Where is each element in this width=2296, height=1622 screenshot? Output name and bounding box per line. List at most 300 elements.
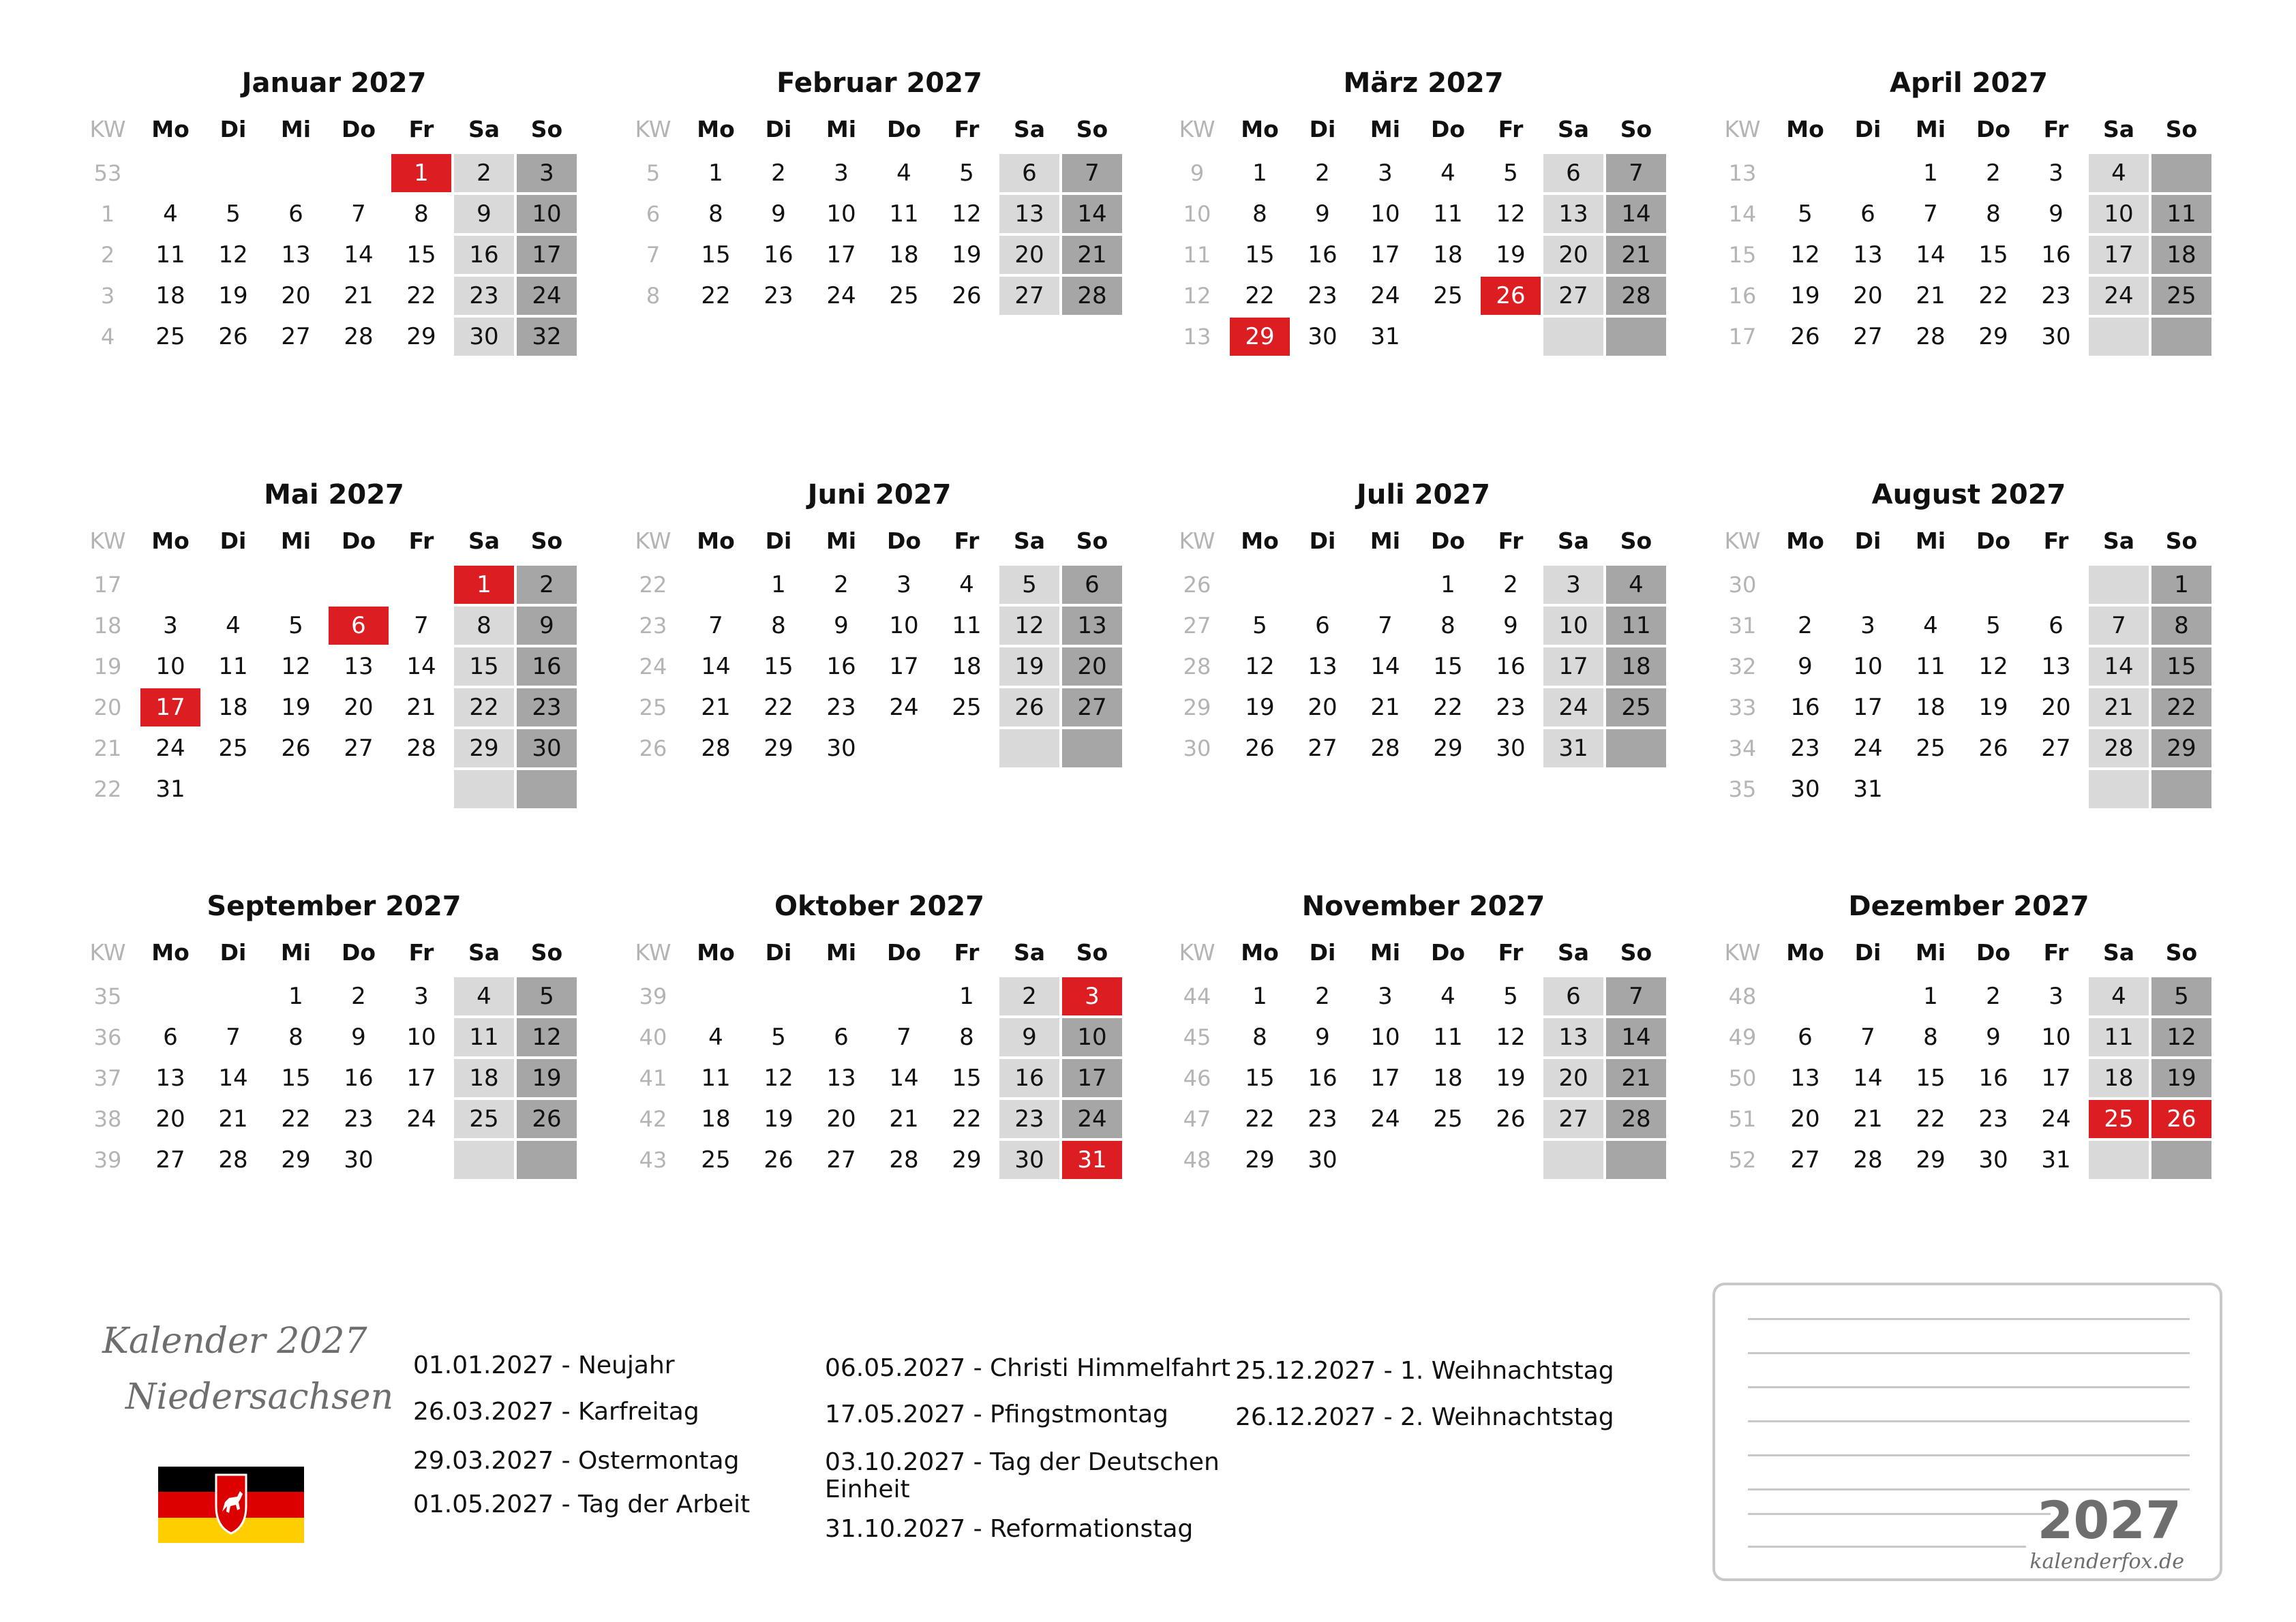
day-cell (391, 566, 451, 604)
day-cell (1606, 318, 1666, 356)
weekday-header: Sa (1013, 115, 1046, 142)
month-grid (1710, 104, 2214, 358)
day-cell: 6 (2049, 612, 2064, 639)
month-title: August 2027 (1871, 479, 2066, 510)
day-cell: 25 (155, 323, 185, 350)
weekday-header: KW (1724, 115, 1761, 142)
weekday-header: Do (886, 938, 922, 966)
week-number: 5 (646, 160, 661, 186)
weekday-header: KW (89, 115, 126, 142)
week-number: 19 (93, 654, 122, 679)
weekday-header: So (2165, 527, 2198, 554)
day-cell: 14 (1606, 195, 1666, 233)
month-9 (75, 886, 593, 1182)
week-number: 31 (1728, 613, 1757, 639)
weekday-header: Mo (697, 115, 735, 142)
day-cell: 7 (351, 200, 366, 228)
weekday-header: Mi (1370, 115, 1401, 142)
day-cell: 19 (764, 1105, 794, 1133)
weekday-header: Do (886, 115, 922, 142)
day-cell: 1 (771, 571, 786, 598)
month-title: März 2027 (1343, 67, 1504, 99)
month-title: Februar 2027 (776, 67, 982, 99)
day-cell: 19 (2151, 1059, 2211, 1097)
day-cell: 29 (281, 1146, 311, 1174)
day-cell: 10 (2089, 195, 2149, 233)
day-cell: 11 (2089, 1018, 2149, 1056)
day-cell (1963, 566, 2023, 604)
day-cell: 3 (2049, 983, 2064, 1010)
day-cell: 9 (517, 607, 577, 645)
day-cell: 29 (406, 323, 436, 350)
day-cell: 18 (2089, 1059, 2149, 1097)
week-number: 53 (93, 160, 122, 186)
weekday-header: KW (1179, 938, 1215, 966)
weekday-header: KW (89, 527, 126, 554)
holiday-entry: 03.10.2027 - Tag der Deutschen Einheit (825, 1448, 1220, 1503)
day-cell: 6 (1798, 1024, 1813, 1051)
holiday-entry: 01.01.2027 - Neujahr (413, 1351, 675, 1379)
day-cell: 4 (163, 200, 178, 228)
day-cell: 24 (1370, 282, 1400, 309)
week-number: 24 (639, 654, 667, 679)
day-cell: 7 (1606, 977, 1666, 1015)
weekday-header: Mo (697, 938, 735, 966)
day-cell (517, 770, 577, 808)
day-cell (999, 729, 1059, 767)
day-cell (2151, 1141, 2211, 1179)
holiday-entry: 06.05.2027 - Christi Himmelfahrt (825, 1354, 1230, 1382)
week-number: 11 (1183, 242, 1211, 268)
weekday-header: Fr (954, 115, 980, 142)
day-cell: 15 (1978, 241, 2008, 269)
day-cell: 13 (1543, 1018, 1603, 1056)
day-cell: 20 (826, 1105, 856, 1133)
day-cell (1606, 729, 1666, 767)
weekday-header: Sa (468, 527, 500, 554)
month-11 (1164, 886, 1682, 1182)
week-number: 42 (639, 1106, 667, 1132)
weekday-header: Di (1854, 115, 1882, 142)
weekday-header: So (530, 938, 563, 966)
day-cell: 10 (2041, 1024, 2071, 1051)
day-cell: 21 (344, 282, 374, 309)
weekday-header: Do (1976, 938, 2011, 966)
day-cell: 23 (2041, 282, 2071, 309)
day-cell: 27 (1790, 1146, 1820, 1174)
day-cell: 10 (1370, 200, 1400, 228)
weekday-header: Do (1976, 527, 2011, 554)
day-cell (391, 1141, 451, 1179)
weekday-header: Fr (1498, 938, 1524, 966)
day-cell: 3 (1378, 983, 1393, 1010)
day-cell: 23 (1308, 282, 1338, 309)
month-grid (1164, 104, 1669, 358)
day-cell: 23 (826, 694, 856, 721)
day-cell: 18 (1433, 1065, 1463, 1092)
day-cell: 21 (2089, 688, 2149, 726)
weekday-header: Di (1309, 938, 1336, 966)
weekday-header: Sa (1557, 115, 1590, 142)
holiday-day-cell: 3 (1062, 977, 1122, 1015)
month-title: April 2027 (1890, 67, 2048, 99)
weekday-header: Sa (1013, 527, 1046, 554)
weekday-header: Mi (826, 527, 857, 554)
weekday-header: Sa (1557, 527, 1590, 554)
weekday-header: Mi (1370, 938, 1401, 966)
day-cell: 15 (2151, 647, 2211, 686)
week-number: 47 (1183, 1106, 1211, 1132)
day-cell: 19 (952, 241, 982, 269)
notes-year: 2027 (2037, 1490, 2181, 1550)
day-cell: 19 (1496, 1065, 1526, 1092)
day-cell: 21 (218, 1105, 248, 1133)
day-cell: 26 (952, 282, 982, 309)
day-cell: 30 (1496, 735, 1526, 762)
day-cell (1775, 977, 1835, 1015)
day-cell: 12 (764, 1065, 794, 1092)
weekday-header: Di (765, 115, 792, 142)
day-cell: 23 (1790, 735, 1820, 762)
holiday-day-cell: 31 (1062, 1141, 1122, 1179)
day-cell: 11 (1433, 200, 1463, 228)
day-cell: 23 (999, 1100, 1059, 1138)
day-cell: 20 (1308, 694, 1338, 721)
week-number: 4 (100, 324, 115, 350)
day-cell: 3 (896, 571, 911, 598)
day-cell: 5 (226, 200, 241, 228)
day-cell: 14 (1370, 653, 1400, 680)
day-cell: 5 (2151, 977, 2211, 1015)
week-number: 52 (1728, 1147, 1757, 1173)
day-cell: 26 (218, 323, 248, 350)
day-cell: 9 (834, 612, 849, 639)
day-cell: 24 (406, 1105, 436, 1133)
day-cell: 21 (701, 694, 731, 721)
day-cell: 29 (454, 729, 514, 767)
day-cell: 14 (889, 1065, 919, 1092)
day-cell (1775, 566, 1835, 604)
day-cell (2026, 566, 2086, 604)
weekday-header: Do (1976, 115, 2011, 142)
day-cell: 22 (281, 1105, 311, 1133)
day-cell: 3 (1543, 566, 1603, 604)
week-number: 23 (639, 613, 667, 639)
month-grid (620, 104, 1125, 318)
day-cell: 9 (1315, 1024, 1330, 1051)
week-number: 51 (1728, 1106, 1757, 1132)
month-8 (1710, 474, 2228, 811)
day-cell (2089, 770, 2149, 808)
month-6 (620, 474, 1138, 770)
weekday-header: Fr (2043, 527, 2069, 554)
weekday-header: Fr (408, 527, 434, 554)
day-cell: 3 (163, 612, 178, 639)
day-cell: 10 (1543, 607, 1603, 645)
weekday-header: Di (765, 938, 792, 966)
holiday-entry: 29.03.2027 - Ostermontag (413, 1447, 740, 1475)
day-cell: 29 (1916, 1146, 1946, 1174)
day-cell: 10 (155, 653, 185, 680)
week-number: 27 (1183, 613, 1211, 639)
week-number: 35 (93, 983, 122, 1009)
day-cell: 26 (999, 688, 1059, 726)
day-cell (1355, 566, 1415, 604)
day-cell: 5 (517, 977, 577, 1015)
weekday-header: Mi (1915, 115, 1946, 142)
day-cell (686, 977, 746, 1015)
day-cell: 23 (517, 688, 577, 726)
day-cell: 15 (1433, 653, 1463, 680)
day-cell: 30 (999, 1141, 1059, 1179)
day-cell: 28 (701, 735, 731, 762)
day-cell: 29 (764, 735, 794, 762)
day-cell: 22 (1916, 1105, 1946, 1133)
weekday-header: Do (341, 115, 376, 142)
day-cell: 10 (1853, 653, 1883, 680)
day-cell (1481, 318, 1541, 356)
day-cell (1901, 566, 1961, 604)
day-cell: 19 (1245, 694, 1275, 721)
month-1 (75, 63, 593, 358)
day-cell: 24 (1543, 688, 1603, 726)
weekday-header: Do (886, 527, 922, 554)
day-cell: 28 (1370, 735, 1400, 762)
day-cell: 25 (218, 735, 248, 762)
day-cell: 12 (1978, 653, 2008, 680)
day-cell: 20 (999, 236, 1059, 274)
day-cell: 10 (826, 200, 856, 228)
day-cell: 30 (344, 1146, 374, 1174)
day-cell: 18 (454, 1059, 514, 1097)
week-number: 22 (639, 572, 667, 598)
day-cell: 22 (764, 694, 794, 721)
day-cell: 27 (1853, 323, 1883, 350)
day-cell: 4 (1923, 612, 1938, 639)
month-5 (75, 474, 593, 811)
day-cell: 1 (1252, 159, 1267, 187)
day-cell: 4 (226, 612, 241, 639)
week-number: 37 (93, 1065, 122, 1091)
day-cell: 12 (1245, 653, 1275, 680)
day-cell: 24 (1062, 1100, 1122, 1138)
weekday-header: Mo (1786, 115, 1824, 142)
weekday-header: Fr (1498, 115, 1524, 142)
day-cell: 21 (1606, 1059, 1666, 1097)
day-cell: 17 (1370, 1065, 1400, 1092)
day-cell: 17 (1853, 694, 1883, 721)
holiday-entry: 01.05.2027 - Tag der Arbeit (413, 1490, 751, 1518)
holiday-day-cell: 1 (391, 154, 451, 192)
day-cell: 22 (1433, 694, 1463, 721)
weekday-header: Mi (280, 527, 312, 554)
day-cell: 23 (454, 277, 514, 315)
day-cell: 3 (1860, 612, 1875, 639)
day-cell: 7 (708, 612, 723, 639)
day-cell: 17 (1370, 241, 1400, 269)
day-cell: 11 (1606, 607, 1666, 645)
holiday-day-cell: 25 (2089, 1100, 2149, 1138)
day-cell: 24 (155, 735, 185, 762)
month-title: Januar 2027 (241, 67, 427, 99)
day-cell: 23 (1496, 694, 1526, 721)
day-cell: 30 (1978, 1146, 2008, 1174)
day-cell: 2 (351, 983, 366, 1010)
day-cell: 2 (1798, 612, 1813, 639)
weekday-header: KW (1724, 527, 1761, 554)
day-cell: 13 (999, 195, 1059, 233)
day-cell (391, 770, 451, 808)
day-cell: 8 (288, 1024, 303, 1051)
day-cell: 30 (1790, 776, 1820, 803)
day-cell (937, 729, 997, 767)
day-cell: 22 (952, 1105, 982, 1133)
week-number: 25 (639, 694, 667, 720)
day-cell: 2 (1503, 571, 1518, 598)
day-cell: 28 (2089, 729, 2149, 767)
day-cell: 25 (889, 282, 919, 309)
weekday-header: Mi (280, 938, 312, 966)
day-cell (1481, 1141, 1541, 1179)
holiday-entry: 26.03.2027 - Karfreitag (413, 1398, 699, 1426)
weekday-header: Di (1854, 527, 1882, 554)
day-cell: 12 (1790, 241, 1820, 269)
month-title: Juli 2027 (1356, 479, 1491, 510)
day-cell (454, 770, 514, 808)
day-cell: 21 (1606, 236, 1666, 274)
weekday-header: Fr (954, 527, 980, 554)
weekday-header: Fr (954, 938, 980, 966)
weekday-header: Di (220, 527, 247, 554)
day-cell: 14 (2089, 647, 2149, 686)
day-cell (1293, 566, 1353, 604)
weekday-header: Mi (1915, 527, 1946, 554)
day-cell: 26 (1978, 735, 2008, 762)
day-cell: 5 (1986, 612, 2001, 639)
day-cell: 20 (1543, 236, 1603, 274)
month-title: Dezember 2027 (1848, 891, 2089, 922)
day-cell: 1 (708, 159, 723, 187)
day-cell (2089, 566, 2149, 604)
day-cell: 4 (1440, 983, 1455, 1010)
day-cell: 28 (344, 323, 374, 350)
day-cell (2151, 154, 2211, 192)
day-cell: 7 (1062, 154, 1122, 192)
day-cell: 16 (1496, 653, 1526, 680)
day-cell: 15 (454, 647, 514, 686)
day-cell: 14 (1853, 1065, 1883, 1092)
weekday-header: Mo (1241, 115, 1279, 142)
day-cell: 7 (1860, 1024, 1875, 1051)
week-number: 13 (1183, 324, 1211, 350)
day-cell: 14 (1606, 1018, 1666, 1056)
holiday-entry: 31.10.2027 - Reformationstag (825, 1515, 1194, 1543)
weekday-header: So (2165, 115, 2198, 142)
day-cell: 8 (1252, 200, 1267, 228)
weekday-header: So (2165, 938, 2198, 966)
week-number: 30 (1183, 735, 1211, 761)
day-cell: 27 (1308, 735, 1338, 762)
day-cell: 19 (1790, 282, 1820, 309)
week-number: 7 (646, 242, 661, 268)
day-cell: 23 (344, 1105, 374, 1133)
month-title: Juni 2027 (807, 479, 952, 510)
weekday-header: Di (220, 115, 247, 142)
day-cell: 25 (1606, 688, 1666, 726)
day-cell: 18 (218, 694, 248, 721)
day-cell: 8 (1252, 1024, 1267, 1051)
day-cell: 18 (952, 653, 982, 680)
day-cell: 25 (2151, 277, 2211, 315)
day-cell: 4 (2089, 977, 2149, 1015)
day-cell: 1 (1440, 571, 1455, 598)
day-cell: 25 (701, 1146, 731, 1174)
day-cell (811, 977, 871, 1015)
day-cell: 18 (1606, 647, 1666, 686)
day-cell: 21 (406, 694, 436, 721)
day-cell (454, 1141, 514, 1179)
day-cell: 11 (889, 200, 919, 228)
day-cell: 16 (1308, 241, 1338, 269)
week-number: 48 (1183, 1147, 1211, 1173)
day-cell: 16 (999, 1059, 1059, 1097)
weekday-header: Sa (2102, 115, 2135, 142)
weekday-header: Sa (1557, 938, 1590, 966)
day-cell (266, 770, 326, 808)
day-cell: 3 (414, 983, 429, 1010)
weekday-header: Do (341, 938, 376, 966)
day-cell: 5 (1503, 159, 1518, 187)
day-cell: 13 (2041, 653, 2071, 680)
weekday-header: Sa (468, 115, 500, 142)
day-cell (329, 566, 389, 604)
month-3 (1164, 63, 1682, 358)
day-cell: 2 (1315, 983, 1330, 1010)
day-cell (874, 729, 934, 767)
day-cell: 28 (1062, 277, 1122, 315)
weekday-header: Mo (151, 115, 190, 142)
day-cell: 24 (517, 277, 577, 315)
day-cell: 13 (1308, 653, 1338, 680)
day-cell: 8 (414, 200, 429, 228)
brand-logo: kalenderfox.de (2029, 1550, 2184, 1574)
weekday-header: Di (1854, 938, 1882, 966)
month-title: Oktober 2027 (774, 891, 984, 922)
week-number: 26 (1183, 572, 1211, 598)
day-cell (1606, 1141, 1666, 1179)
weekday-header: KW (1179, 527, 1215, 554)
week-number: 39 (93, 1147, 122, 1173)
day-cell: 21 (1370, 694, 1400, 721)
day-cell (203, 770, 263, 808)
week-number: 29 (1183, 694, 1211, 720)
week-number: 1 (100, 201, 115, 227)
day-cell (1963, 770, 2023, 808)
day-cell (203, 566, 263, 604)
week-number: 44 (1183, 983, 1211, 1009)
weekday-header: So (530, 527, 563, 554)
day-cell (1838, 977, 1898, 1015)
holiday-day-cell: 29 (1230, 318, 1290, 356)
day-cell: 27 (999, 277, 1059, 315)
month-title: September 2027 (207, 891, 462, 922)
day-cell: 14 (1062, 195, 1122, 233)
weekday-header: Mi (1915, 938, 1946, 966)
weekday-header: Sa (468, 938, 500, 966)
weekday-header: Do (341, 527, 376, 554)
month-grid (75, 927, 579, 1182)
weekday-header: KW (89, 938, 126, 966)
